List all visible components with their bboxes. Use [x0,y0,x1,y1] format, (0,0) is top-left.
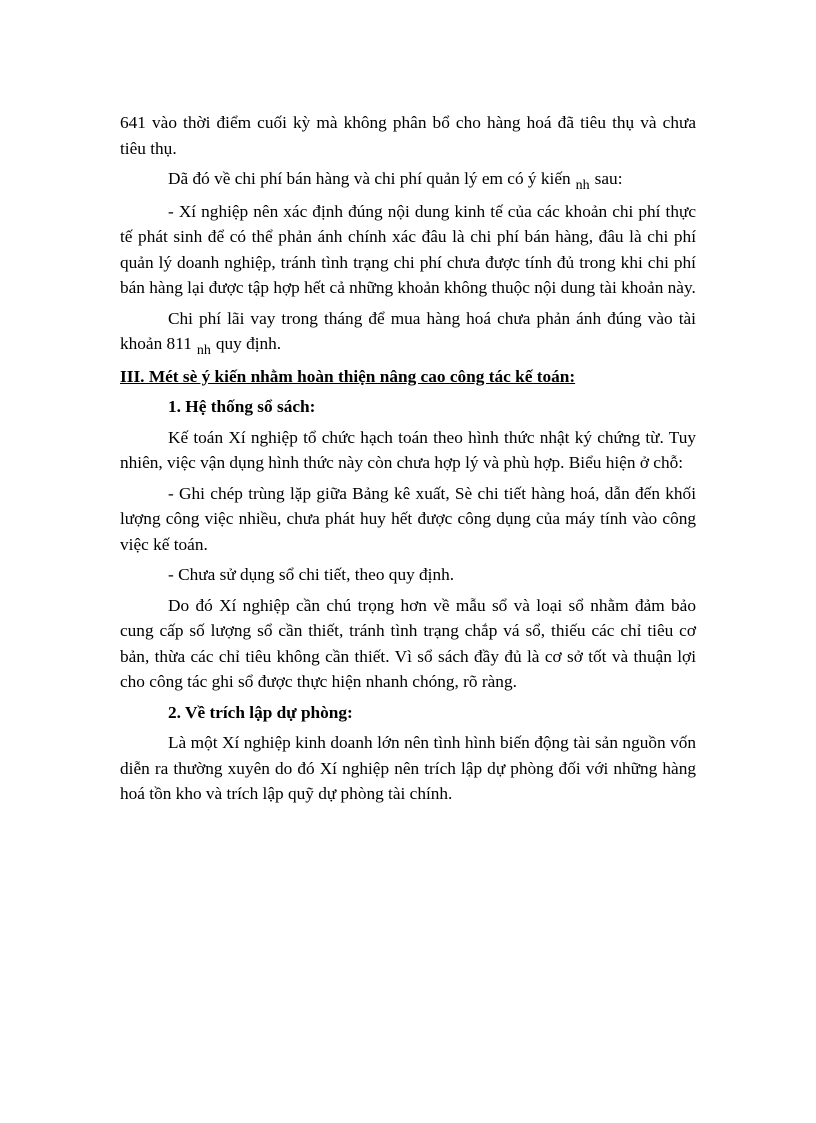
paragraph-duplicate-entries: - Ghi chép trùng lặp giữa Bảng kê xuất, Sè chi tiết hàng hoá, dẫn đến khối lượng công việc nhiều, chưa phát huy hết được công dụng của máy tính vào công việc kế toán. [120,483,696,554]
subheading-provisions: 2. Về trích lập dự phòng: [168,702,353,722]
paragraph-intro: 641 vào thời điểm cuối kỳ mà không phân bổ cho hàng hoá đã tiêu thụ và chưa tiêu thụ. [120,113,696,158]
paragraph-accounting-form: Kế toán Xí nghiệp tổ chức hạch toán theo hình thức nhật ký chứng từ. Tuy nhiên, việc vận dụng hình thức này còn chưa hợp lý và phù hợp. Biểu hiện ở chỗ: [120,427,696,472]
subheading-accounting-books: 1. Hệ thống sổ sách: [168,397,316,416]
paragraph-detail-books: - Chưa sử dụng sổ chi tiết, theo quy định. [168,565,455,584]
section-heading-iii: III. Mét sè ý kiến nhằm hoàn thiện nâng cao công tác kế toán: [120,366,576,386]
paragraph-interest-end: quy định. [215,334,282,353]
paragraph-opinion-text: Dã đó về chi phí bán hàng và chi phí quản lý em có ý kiến [168,169,571,188]
paragraph-opinion-end: sau: [594,169,623,188]
subscript-nh: nh [575,178,590,193]
paragraph-cost-definition: - Xí nghiệp nên xác định đúng nội dung kinh tế của các khoản chi phí thực tế phát sinh để có thể phản ánh chính xác đâu là chi phí bán hàng, đâu là chi phí quản lý doanh nghiệp, tránh tình trạng chi phí chưa được tính đủ trong khi chi phí bán hàng lại được tập hợp hết cả những khoản không thuộc nội dung tài khoản này. [120,201,696,297]
paragraph-provisions: Là một Xí nghiệp kinh doanh lớn nên tình hình biến động tài sản nguồn vốn diễn ra thường xuyên do đó Xí nghiệp nên trích lập dự phòng đối với những hàng hoá tồn kho và trích lập quỹ dự phòng tài chính. [120,733,696,803]
paragraph-interest [120,306,696,359]
subscript-nh: nh [196,343,211,358]
document-body [120,110,696,812]
paragraph-book-templates: Do đó Xí nghiệp cần chú trọng hơn về mẫu sổ và loại sổ nhằm đảm bảo cung cấp số lượng sổ cần thiết, tránh tình trạng chắp vá sổ, thiếu các chỉ tiêu cơ bản, thừa các chỉ tiêu không cần thiết. Vì sổ sách đầy đủ là cơ sở tốt và thuận lợi cho công tác ghi sổ được thực hiện nhanh chóng, rõ ràng. [120,595,696,691]
paragraph-opinion [120,166,696,194]
paragraph-interest-text: Chi phí lãi vay trong tháng để mua hàng hoá chưa phản ánh đúng vào tài khoản 811 [120,308,696,353]
